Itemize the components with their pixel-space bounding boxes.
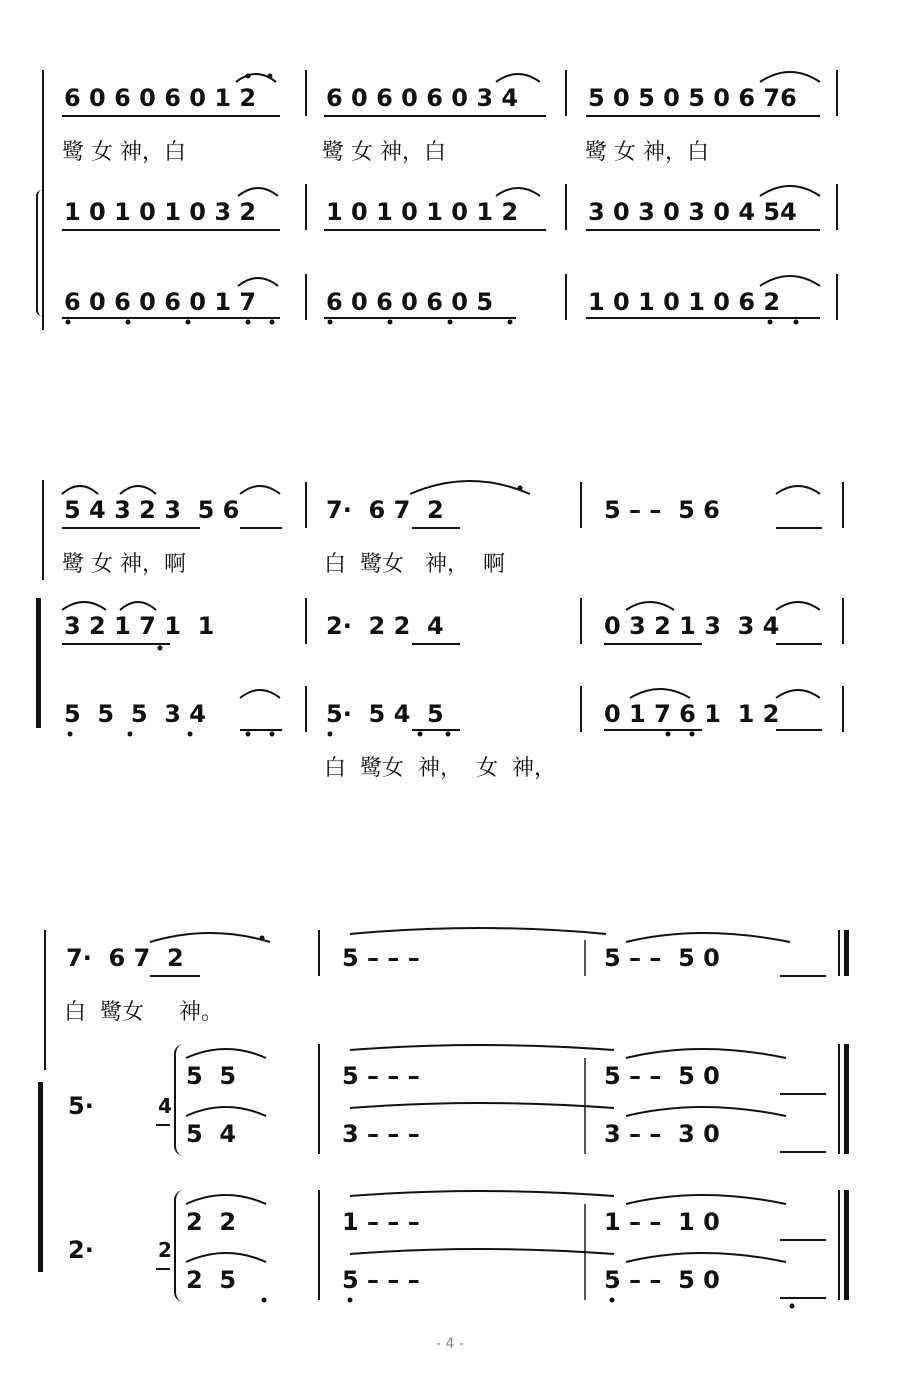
- measure: 5 – – –: [342, 1062, 420, 1090]
- measure: 5 – – 5 6: [604, 496, 720, 524]
- measure: 6 0 6 0 6 0 1 2: [64, 84, 257, 112]
- measure: 5 – – 5 0: [604, 1062, 720, 1090]
- measure: 5 – – –: [342, 944, 420, 972]
- measure: 3 2 1 7 1 1: [64, 612, 215, 640]
- measure: 1 0 1 0 1 0 1 2: [326, 198, 519, 226]
- measure: 3 – – 3 0: [604, 1120, 720, 1148]
- measure: 5 5 5 3 4: [64, 700, 206, 728]
- divisi-count: 2: [158, 1238, 172, 1262]
- measure: 6 0 6 0 6 0 3 4: [326, 84, 519, 112]
- measure: 3 0 3 0 3 0 4 54: [588, 198, 797, 226]
- bass-lead-note: 2·: [68, 1236, 94, 1264]
- lyric: 鹭 女 神，啊: [62, 552, 186, 577]
- lyric: 白 鹭女 神， 啊: [324, 552, 505, 577]
- measure: 5 5: [186, 1062, 237, 1090]
- measure: 5 4 3 2 3 5 6: [64, 496, 240, 524]
- measure: 2 2: [186, 1208, 237, 1236]
- lyric: 鹭 女 神，白: [322, 140, 446, 165]
- measure: 6 0 6 0 6 0 5: [326, 288, 494, 316]
- measure: 0 1 7 6 1 1 2: [604, 700, 780, 728]
- measure: 5 4: [186, 1120, 237, 1148]
- measure: 1 0 1 0 1 0 3 2: [64, 198, 257, 226]
- measure: 2 5: [186, 1266, 237, 1294]
- measure: 2· 2 2 4: [326, 612, 444, 640]
- measure: 5· 5 4 5: [326, 700, 444, 728]
- measure: 5 – – 5 0: [604, 1266, 720, 1294]
- measure: 6 0 6 0 6 0 1 7: [64, 288, 257, 316]
- measure: 3 – – –: [342, 1120, 420, 1148]
- measure: 1 – – –: [342, 1208, 420, 1236]
- lyric: 白 鹭女 神， 女 神，: [324, 756, 556, 781]
- measure: 1 0 1 0 1 0 6 2: [588, 288, 781, 316]
- measure: 1 – – 1 0: [604, 1208, 720, 1236]
- lyric: 白 鹭女 神。: [64, 1000, 223, 1025]
- measure: 5 – – –: [342, 1266, 420, 1294]
- measure: 7· 6 7 2: [66, 944, 184, 972]
- measure: 0 3 2 1 3 3 4: [604, 612, 780, 640]
- measure: 7· 6 7 2: [326, 496, 444, 524]
- divisi-count: 4: [158, 1094, 172, 1118]
- lyric: 鹭 女 神，白: [585, 140, 709, 165]
- page-number: - 4 -: [436, 1336, 464, 1352]
- lyric: 鹭 女 神，白: [62, 140, 186, 165]
- measure: 5 0 5 0 5 0 6 76: [588, 84, 797, 112]
- alto-lead-note: 5·: [68, 1092, 94, 1120]
- measure: 5 – – 5 0: [604, 944, 720, 972]
